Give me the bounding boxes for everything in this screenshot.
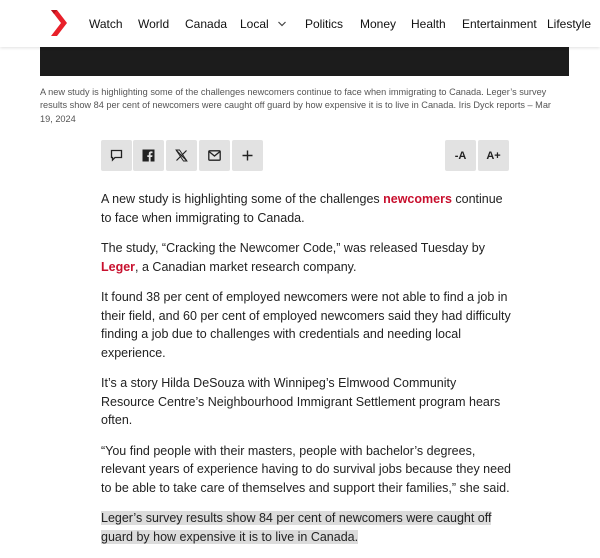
paragraph: It’s a story Hilda DeSouza with Winnipeg’s Elmwood Community Resource Centre’s Neighbourhood Immigrant Settlement program hears often. xyxy=(101,376,501,427)
nav-item-watch[interactable]: Watch xyxy=(89,16,123,31)
paragraph: It found 38 per cent of employed newcomers were not able to find a job in their field, and 60 per cent of employed newcomers said they had difficulty finding a job due to challenges with credentials and needing local experience. xyxy=(101,290,511,360)
nav-item-lifestyle[interactable]: Lifestyle xyxy=(547,16,592,31)
nav-item-canada[interactable]: Canada xyxy=(185,16,228,31)
nav-item-local-label: Local xyxy=(240,16,269,31)
top-navigation xyxy=(0,0,600,47)
nav-item-entertainment[interactable]: Entertainment xyxy=(462,16,537,31)
highlighted-paragraph xyxy=(101,509,513,546)
nav-item-politics[interactable]: Politics xyxy=(305,16,344,31)
x-share-button[interactable] xyxy=(166,140,197,171)
newcomers-link[interactable]: newcomers xyxy=(383,192,452,206)
plus-icon xyxy=(242,150,253,161)
paragraph: “You find people with their masters, people with bachelor’s degrees, relevant years of experience having to do survival jobs because they need to be able to take care of themselves and support their families,” she said. xyxy=(101,443,511,495)
paragraph-text: The study, “Cracking the Newcomer Code,” was released Tuesday by xyxy=(101,241,485,255)
leger-link[interactable]: Leger xyxy=(101,259,136,274)
nav-item-money[interactable]: Money xyxy=(360,16,397,31)
paragraph-text: , a Canadian market research company. xyxy=(135,259,357,274)
email-share-button[interactable] xyxy=(199,140,230,171)
facebook-share-button[interactable] xyxy=(133,140,164,171)
comment-button[interactable] xyxy=(101,140,132,171)
paragraph-text: A new study is highlighting some of the challenges xyxy=(101,192,384,206)
paragraph xyxy=(101,190,513,227)
nav-item-local[interactable] xyxy=(240,17,305,31)
paragraph xyxy=(101,239,513,276)
increase-font-button[interactable]: A+ xyxy=(478,140,509,171)
nav-item-world[interactable]: World xyxy=(138,16,170,31)
more-share-button[interactable] xyxy=(232,140,263,171)
email-icon xyxy=(208,150,221,161)
decrease-font-button[interactable]: -A xyxy=(445,140,476,171)
video-caption: A new study is highlighting some of the challenges newcomers continue to face when immigrating to Canada. Leger’s survey results show 84 per cent of newcomers were caught off guard by how expensive it is to live in Canada. Iris Dyck reports – Mar 19, 2024 xyxy=(40,87,551,124)
facebook-icon xyxy=(142,149,155,162)
comment-icon xyxy=(110,149,123,162)
x-icon xyxy=(175,149,188,162)
brand-logo-icon[interactable] xyxy=(48,10,70,36)
chevron-down-icon xyxy=(277,19,287,29)
video-player[interactable] xyxy=(40,47,569,76)
article-body xyxy=(101,190,513,558)
nav-menu xyxy=(89,0,591,47)
paragraph-text: continue to face when immigrating to Canada. xyxy=(101,192,503,225)
nav-item-health[interactable]: Health xyxy=(411,16,446,31)
highlighted-text: Leger’s survey results show 84 per cent of newcomers were caught off guard by how expensive it is to live in Canada. xyxy=(101,511,492,544)
